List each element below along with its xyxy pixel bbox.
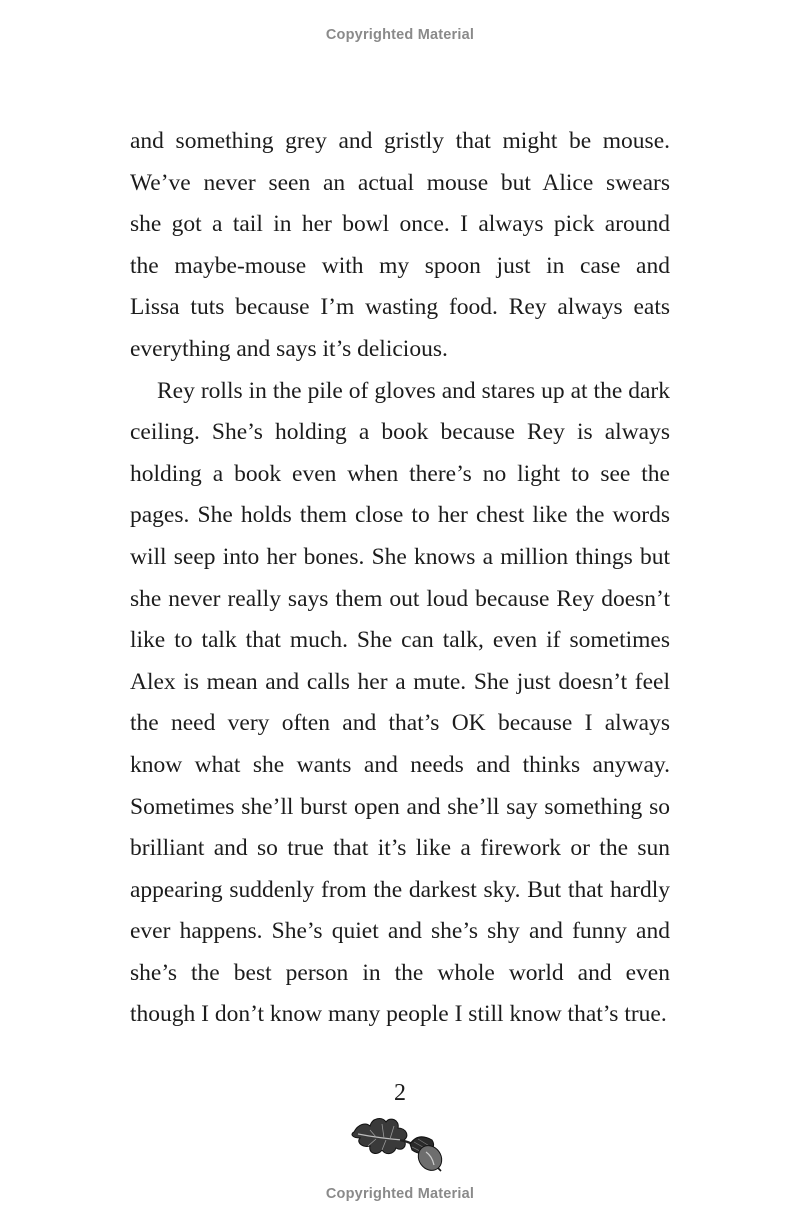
copyright-watermark-top: Copyrighted Material [325, 27, 475, 43]
text-line: ever happens. She’s quiet and she’s shy and funny and [130, 918, 670, 945]
oak-leaf-acorn-icon [348, 1110, 452, 1174]
text-line: she never really says them out loud because Rey doesn’t [130, 585, 670, 612]
text-line: ceiling. She’s holding a book because Rey is always [130, 419, 670, 446]
text-line: Alex is mean and calls her a mute. She just doesn’t feel [130, 668, 670, 695]
copyright-watermark-bottom: Copyrighted Material [325, 1186, 475, 1202]
page-number: 2 [394, 1080, 406, 1106]
paragraph-2 [130, 371, 670, 1037]
text-line: Sometimes she’ll burst open and she’ll say something so [130, 793, 670, 820]
text-line: Lissa tuts because I’m wasting food. Rey always eats [130, 294, 670, 321]
body-text [130, 121, 670, 1036]
text-line: though I don’t know many people I still know that’s true. [130, 1001, 667, 1028]
text-line: brilliant and so true that it’s like a firework or the sun [130, 835, 670, 862]
text-line: pages. She holds them close to her chest like the words [130, 502, 670, 529]
text-line: Rey rolls in the pile of gloves and stares up at the dark [157, 377, 670, 404]
text-line: and something grey and gristly that might be mouse. [130, 128, 670, 154]
text-line: she got a tail in her bowl once. I always pick around [130, 211, 670, 238]
text-line: she’s the best person in the whole world and even [130, 959, 670, 986]
text-line: appearing suddenly from the darkest sky. But that hardly [130, 876, 670, 903]
text-line: the maybe-mouse with my spoon just in case and [130, 252, 670, 279]
text-line: holding a book even when there’s no light to see the [130, 460, 670, 487]
text-line: will seep into her bones. She knows a million things but [130, 543, 670, 570]
paragraph-1 [130, 121, 670, 371]
text-line: the need very often and that’s OK because I always [130, 710, 670, 737]
text-line: We’ve never seen an actual mouse but Alice swears [130, 169, 670, 196]
text-line: know what she wants and needs and thinks anyway. [130, 751, 670, 778]
text-line: everything and says it’s delicious. [130, 335, 448, 362]
text-line: like to talk that much. She can talk, even if sometimes [130, 627, 670, 654]
